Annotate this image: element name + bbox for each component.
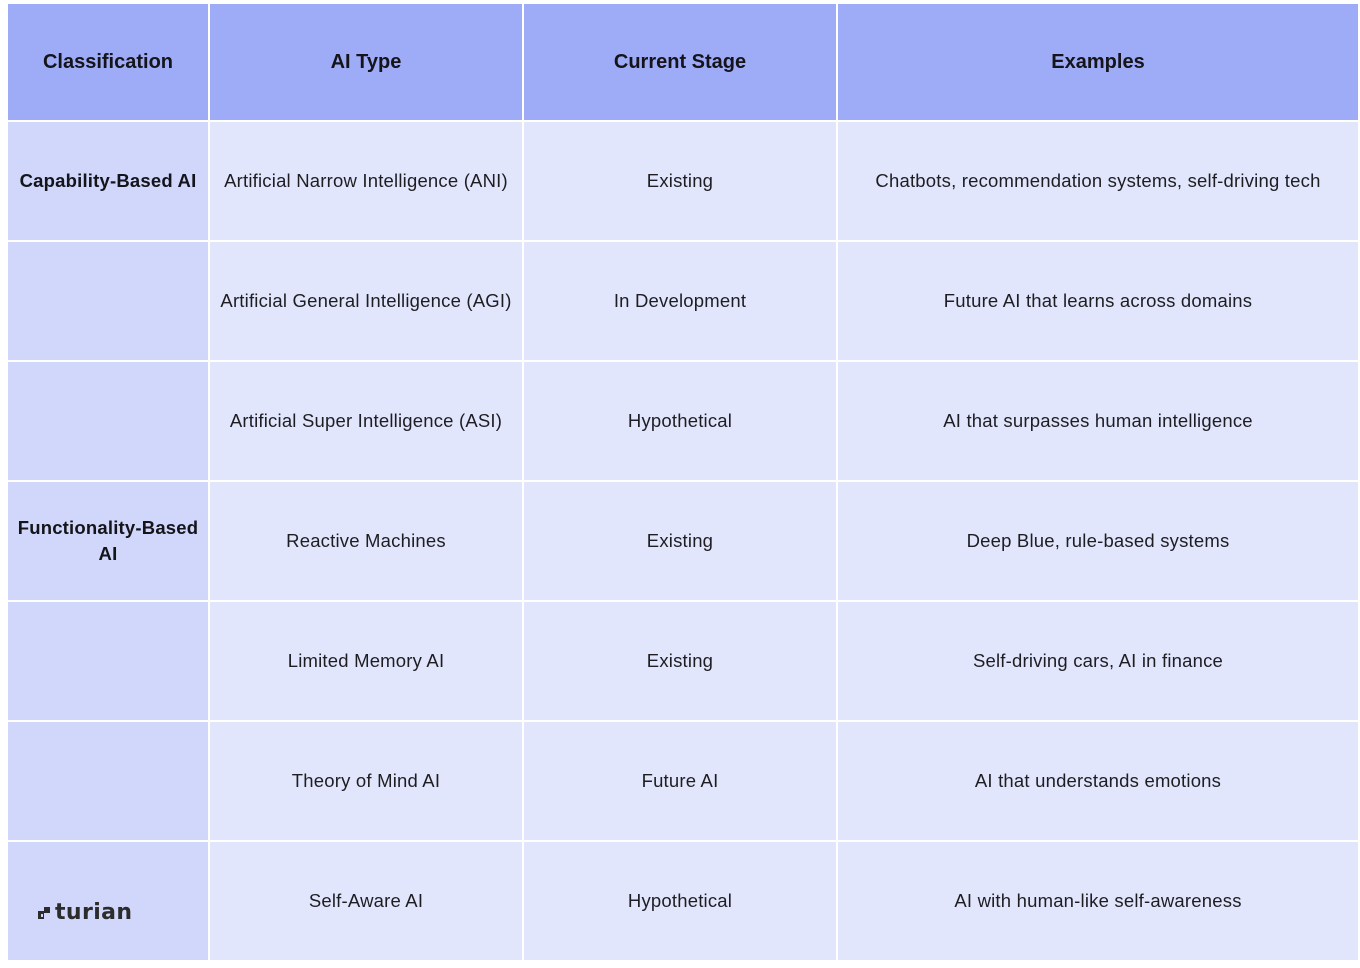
classification-cell [7, 721, 209, 841]
table-header [7, 3, 1359, 121]
table-row [7, 361, 1359, 481]
stage-cell: Hypothetical [523, 361, 837, 481]
examples-cell: AI that understands emotions [837, 721, 1359, 841]
ai-classification-table [6, 2, 1360, 962]
ai-type-cell: Artificial Super Intelligence (ASI) [209, 361, 523, 481]
examples-cell: Chatbots, recommendation systems, self-driving tech [837, 121, 1359, 241]
examples-cell: AI with human-like self-awareness [837, 841, 1359, 961]
ai-type-cell: Theory of Mind AI [209, 721, 523, 841]
examples-cell: Self-driving cars, AI in finance [837, 601, 1359, 721]
stage-cell: In Development [523, 241, 837, 361]
table-row [7, 481, 1359, 601]
stage-cell: Existing [523, 601, 837, 721]
stage-cell: Future AI [523, 721, 837, 841]
table-row [7, 601, 1359, 721]
classification-cell-with-logo [7, 841, 209, 961]
header-classification: Classification [7, 3, 209, 121]
ai-classification-table-container [6, 2, 1358, 962]
ai-type-cell: Artificial General Intelligence (AGI) [209, 241, 523, 361]
header-examples: Examples [837, 3, 1359, 121]
logo-text: turian [55, 899, 133, 925]
examples-cell: AI that surpasses human intelligence [837, 361, 1359, 481]
classification-cell: Capability-Based AI [7, 121, 209, 241]
turian-logo-icon [36, 905, 52, 921]
stage-cell: Hypothetical [523, 841, 837, 961]
ai-type-cell: Self-Aware AI [209, 841, 523, 961]
examples-cell: Deep Blue, rule-based systems [837, 481, 1359, 601]
classification-cell [7, 241, 209, 361]
classification-cell [7, 601, 209, 721]
header-ai-type: AI Type [209, 3, 523, 121]
examples-cell: Future AI that learns across domains [837, 241, 1359, 361]
ai-type-cell: Limited Memory AI [209, 601, 523, 721]
table-row [7, 721, 1359, 841]
table-row [7, 121, 1359, 241]
table-body [7, 121, 1359, 961]
ai-type-cell: Reactive Machines [209, 481, 523, 601]
header-current-stage: Current Stage [523, 3, 837, 121]
ai-type-cell: Artificial Narrow Intelligence (ANI) [209, 121, 523, 241]
classification-cell [7, 361, 209, 481]
classification-cell: Functionality-Based AI [7, 481, 209, 601]
table-row [7, 841, 1359, 961]
stage-cell: Existing [523, 481, 837, 601]
header-row [7, 3, 1359, 121]
turian-logo [36, 898, 132, 928]
table-row [7, 241, 1359, 361]
stage-cell: Existing [523, 121, 837, 241]
